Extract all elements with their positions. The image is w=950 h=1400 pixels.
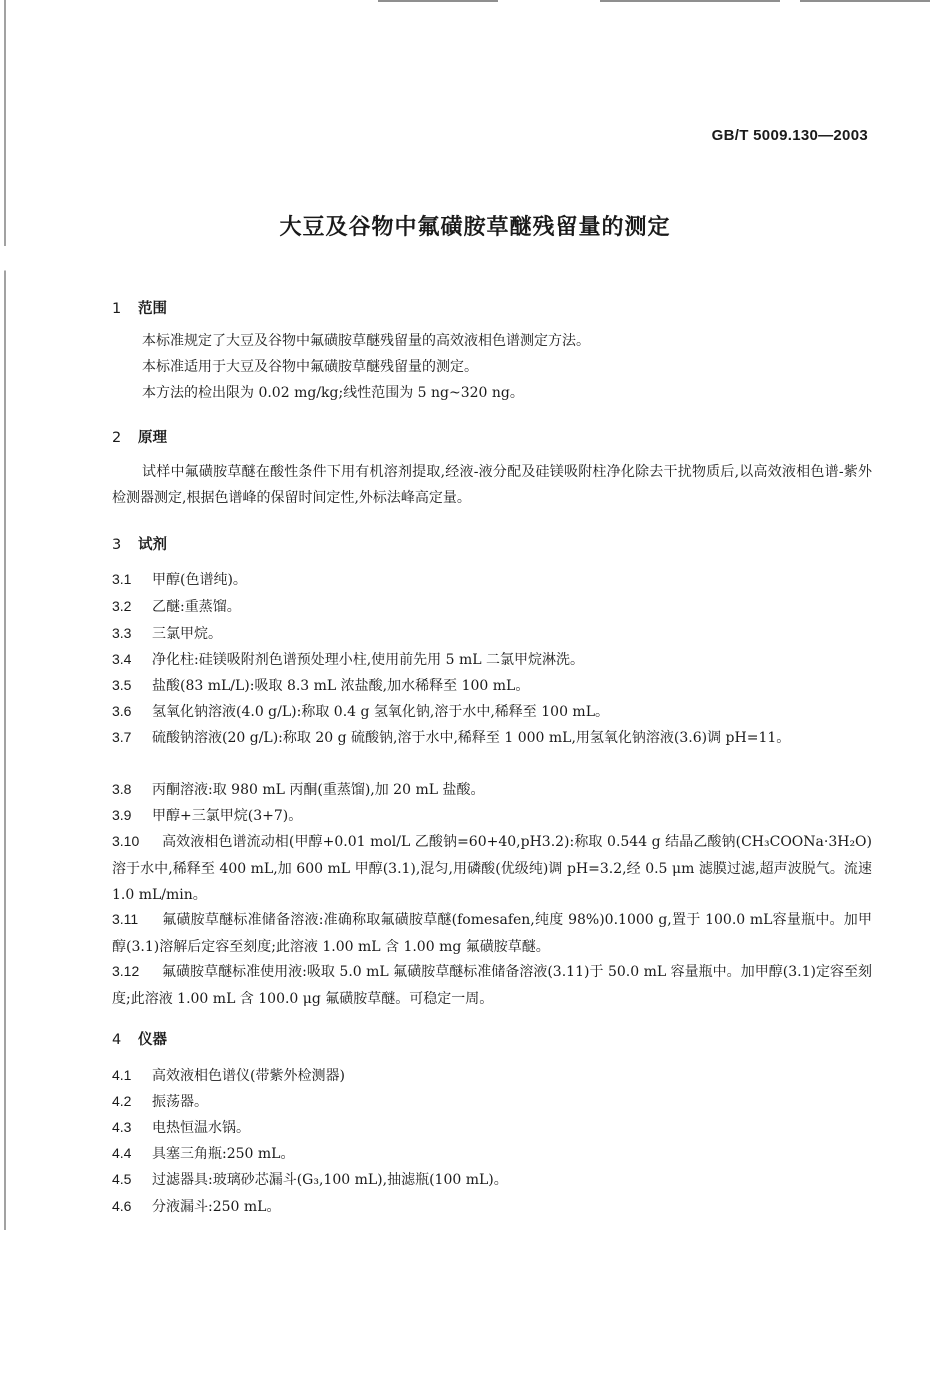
item-text: 硫酸钠溶液(20 g/L):称取 20 g 硫酸钠,溶于水中,稀释至 1 000 mL,用氢氧化钠溶液(3.6)调 pH=11。 xyxy=(152,730,791,746)
item-number: 3.10 xyxy=(112,833,140,849)
apparatus-item xyxy=(112,1140,872,1168)
section-title: 范围 xyxy=(138,301,167,317)
standard-number: GB/T 5009.130—2003 xyxy=(711,127,868,144)
item-text: 乙醚:重蒸馏。 xyxy=(152,599,241,615)
section-heading-scope xyxy=(112,297,167,318)
reagent-item xyxy=(112,620,872,648)
section-heading-apparatus xyxy=(112,1028,167,1049)
apparatus-item xyxy=(112,1114,872,1142)
reagent-item xyxy=(112,672,872,700)
item-text: 盐酸(83 mL/L):吸取 8.3 mL 浓盐酸,加水稀释至 100 mL。 xyxy=(152,678,530,694)
reagent-item xyxy=(112,958,872,1012)
item-number: 3.1 xyxy=(112,571,132,587)
apparatus-item xyxy=(112,1088,872,1116)
item-text: 具塞三角瓶:250 mL。 xyxy=(152,1146,295,1162)
reagent-item xyxy=(112,802,872,830)
item-text: 分液漏斗:250 mL。 xyxy=(152,1199,281,1215)
item-number: 4.5 xyxy=(112,1171,132,1187)
reagent-item xyxy=(112,828,872,909)
section-heading-reagents xyxy=(112,533,167,554)
apparatus-item xyxy=(112,1193,872,1221)
section-title: 原理 xyxy=(138,430,167,446)
item-text: 振荡器。 xyxy=(152,1094,208,1110)
item-text: 氢氧化钠溶液(4.0 g/L):称取 0.4 g 氢氧化钠,溶于水中,稀释至 100 mL。 xyxy=(152,704,610,720)
item-text: 丙酮溶液:取 980 mL 丙酮(重蒸馏),加 20 mL 盐酸。 xyxy=(152,782,485,798)
item-number: 3.7 xyxy=(112,729,132,745)
item-text: 甲醇(色谱纯)。 xyxy=(152,572,247,588)
item-number: 3.2 xyxy=(112,598,132,614)
principle-paragraph: 试样中氟磺胺草醚在酸性条件下用有机溶剂提取,经液-液分配及硅镁吸附柱净化除去干扰物质后,以高效液相色谱-紫外检测器测定,根据色谱峰的保留时间定性,外标法峰高定量。 xyxy=(112,464,872,506)
item-number: 4.4 xyxy=(112,1145,132,1161)
reagent-item xyxy=(112,776,872,804)
item-text: 甲醇+三氯甲烷(3+7)。 xyxy=(152,808,303,824)
item-text: 高效液相色谱仪(带紫外检测器) xyxy=(152,1068,345,1084)
apparatus-item xyxy=(112,1062,872,1090)
item-number: 3.11 xyxy=(112,911,139,927)
item-number: 3.12 xyxy=(112,963,140,979)
item-number: 3.8 xyxy=(112,781,132,797)
item-text: 过滤器具:玻璃砂芯漏斗(G₃,100 mL),抽滤瓶(100 mL)。 xyxy=(152,1172,508,1188)
scan-edge-artifact xyxy=(378,0,498,2)
section-number: 2 xyxy=(112,430,122,446)
section-number: 3 xyxy=(112,537,122,553)
item-text: 氟磺胺草醚标准储备溶液:准确称取氟磺胺草醚(fomesafen,纯度 98%)0.1000 g,置于 100.0 mL容量瓶中。加甲醇(3.1)溶解后定容至刻度;此溶液 1.00 mL 含 1.00 mg 氟磺胺草醚。 xyxy=(112,912,872,955)
scan-edge-artifact xyxy=(600,0,780,2)
item-number: 4.3 xyxy=(112,1119,132,1135)
section-number: 4 xyxy=(112,1032,122,1048)
item-number: 3.6 xyxy=(112,703,132,719)
item-text: 高效液相色谱流动相(甲醇+0.01 mol/L 乙酸钠=60+40,pH3.2):称取 0.544 g 结晶乙酸钠(CH₃COONa·3H₂O)溶于水中,稀释至 400 mL,加 600 mL 甲醇(3.1),混匀,用磷酸(优级纯)调 pH=3.2,经 0.5 μm 滤膜过滤,超声波脱气。流速 1.0 mL/min。 xyxy=(112,834,872,903)
item-number: 3.4 xyxy=(112,651,132,667)
section-title: 仪器 xyxy=(138,1032,167,1048)
section-number: 1 xyxy=(112,301,122,317)
section-title: 试剂 xyxy=(138,537,167,553)
item-number: 3.5 xyxy=(112,677,132,693)
reagent-item xyxy=(112,593,872,621)
item-number: 4.6 xyxy=(112,1198,132,1214)
section-heading-principle xyxy=(112,426,167,447)
item-text: 电热恒温水锅。 xyxy=(152,1120,250,1136)
scope-paragraph: 本标准适用于大豆及谷物中氟磺胺草醚残留量的测定。 xyxy=(142,359,478,375)
reagent-item xyxy=(112,906,872,960)
reagent-item xyxy=(112,566,872,594)
scope-paragraph: 本方法的检出限为 0.02 mg/kg;线性范围为 5 ng~320 ng。 xyxy=(142,385,524,401)
reagent-item xyxy=(112,724,872,752)
document-title: 大豆及谷物中氟磺胺草醚残留量的测定 xyxy=(279,215,671,240)
item-text: 氟磺胺草醚标准使用液:吸取 5.0 mL 氟磺胺草醚标准储备溶液(3.11)于 50.0 mL 容量瓶中。加甲醇(3.1)定容至刻度;此溶液 1.00 mL 含 100.0 μg 氟磺胺草醚。可稳定一周。 xyxy=(112,964,872,1007)
item-number: 3.9 xyxy=(112,807,132,823)
scope-paragraph: 本标准规定了大豆及谷物中氟磺胺草醚残留量的高效液相色谱测定方法。 xyxy=(142,333,590,349)
scan-edge-artifact xyxy=(800,0,930,2)
scan-edge-artifact xyxy=(4,0,6,1230)
item-number: 4.1 xyxy=(112,1067,132,1083)
item-text: 净化柱:硅镁吸附剂色谱预处理小柱,使用前先用 5 mL 二氯甲烷淋洗。 xyxy=(152,652,584,668)
item-number: 4.2 xyxy=(112,1093,132,1109)
reagent-item xyxy=(112,646,872,674)
apparatus-item xyxy=(112,1166,872,1194)
item-text: 三氯甲烷。 xyxy=(152,626,222,642)
reagent-item xyxy=(112,698,872,726)
item-number: 3.3 xyxy=(112,625,132,641)
